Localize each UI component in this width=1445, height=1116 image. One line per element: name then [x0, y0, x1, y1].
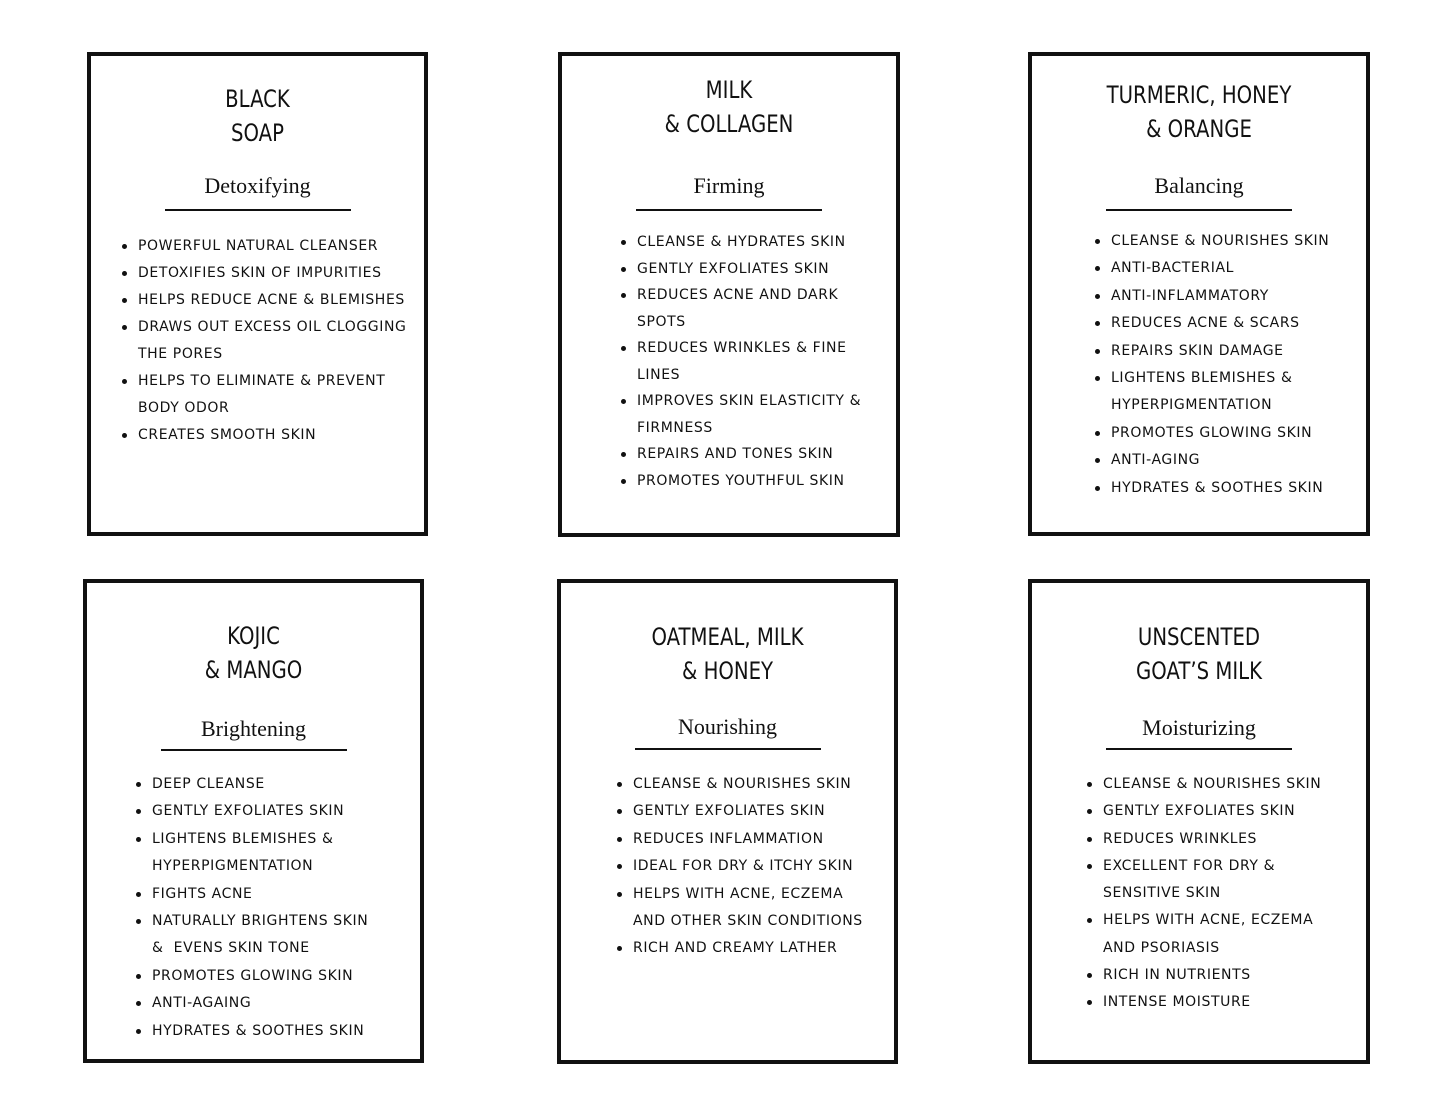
list-item: REDUCES INFLAMMATION [633, 826, 863, 853]
list-item: DETOXIFIES SKIN OF IMPURITIES [138, 260, 407, 287]
list-item: CREATES SMOOTH SKIN [138, 422, 407, 449]
list-item: HELPS TO ELIMINATE & PREVENT BODY ODOR [138, 368, 407, 422]
card-title [592, 73, 866, 141]
list-item: IDEAL FOR DRY & ITCHY SKIN [633, 853, 863, 880]
card-title-line: KOJIC [227, 622, 280, 650]
list-item: EXCELLENT FOR DRY & SENSITIVE SKIN [1103, 853, 1321, 908]
card-title-line: MILK [705, 76, 753, 104]
list-item: GENTLY EXFOLIATES SKIN [1103, 798, 1321, 825]
benefits-list [1093, 228, 1329, 502]
card-title [121, 82, 394, 150]
card-divider [161, 749, 347, 751]
card-subtitle: Detoxifying [204, 173, 311, 198]
card-title-line: & ORANGE [1146, 115, 1252, 143]
card-subtitle: Nourishing [678, 714, 777, 739]
list-item: FIGHTS ACNE [152, 881, 368, 908]
list-item: ANTI-BACTERIAL [1111, 255, 1329, 282]
benefits-list [134, 771, 368, 1045]
list-item: CLEANSE & HYDRATES SKIN [637, 229, 861, 256]
list-item: ANTI-AGING [1111, 447, 1329, 474]
card-title-line: OATMEAL, MILK [651, 623, 804, 651]
product-card-black-soap [87, 52, 428, 536]
list-item: DEEP CLEANSE [152, 771, 368, 798]
card-title-line: UNSCENTED [1137, 623, 1261, 651]
list-item: HELPS REDUCE ACNE & BLEMISHES [138, 287, 407, 314]
card-title-line: & COLLAGEN [664, 110, 794, 138]
card-divider [1106, 748, 1292, 750]
list-item: CLEANSE & NOURISHES SKIN [1103, 771, 1321, 798]
list-item: HYDRATES & SOOTHES SKIN [1111, 475, 1329, 502]
benefits-list [1085, 771, 1321, 1017]
list-item: NATURALLY BRIGHTENS SKIN & EVENS SKIN TONE [152, 908, 368, 963]
list-item: REDUCES WRINKLES & FINE LINES [637, 335, 861, 388]
list-item: RICH AND CREAMY LATHER [633, 935, 863, 962]
card-title-line: & MANGO [204, 656, 303, 684]
card-divider [635, 748, 821, 750]
list-item: REDUCES ACNE & SCARS [1111, 310, 1329, 337]
list-item: PROMOTES YOUTHFUL SKIN [637, 468, 861, 495]
card-title-line: SOAP [231, 119, 284, 147]
card-title-line: TURMERIC, HONEY [1106, 81, 1292, 109]
card-title [1062, 78, 1336, 146]
list-item: HELPS WITH ACNE, ECZEMA AND OTHER SKIN CONDITIONS [633, 881, 863, 936]
card-title-line: BLACK [225, 85, 290, 113]
card-subtitle: Moisturizing [1142, 715, 1256, 740]
product-card-milk-collagen [558, 52, 900, 537]
product-card-unscented-goats-milk [1028, 579, 1370, 1064]
card-title [117, 619, 390, 687]
list-item: REPAIRS SKIN DAMAGE [1111, 338, 1329, 365]
product-card-kojic-mango [83, 579, 424, 1063]
list-item: GENTLY EXFOLIATES SKIN [152, 798, 368, 825]
list-item: PROMOTES GLOWING SKIN [1111, 420, 1329, 447]
list-item: REDUCES ACNE AND DARK SPOTS [637, 282, 861, 335]
card-divider [165, 209, 351, 211]
card-title [591, 620, 864, 688]
list-item: CLEANSE & NOURISHES SKIN [633, 771, 863, 798]
card-title [1062, 620, 1336, 688]
list-item: DRAWS OUT EXCESS OIL CLOGGING THE PORES [138, 314, 407, 368]
card-title-line: & HONEY [681, 657, 774, 685]
card-subtitle: Firming [693, 173, 765, 198]
list-item: RICH IN NUTRIENTS [1103, 962, 1321, 989]
card-subtitle: Brightening [200, 716, 307, 741]
list-item: ANTI-AGAING [152, 990, 368, 1017]
benefits-list [615, 771, 863, 963]
list-item: ANTI-INFLAMMATORY [1111, 283, 1329, 310]
product-card-turmeric-honey-orange [1028, 52, 1370, 536]
list-item: LIGHTENS BLEMISHES & HYPERPIGMENTATION [1111, 365, 1329, 420]
list-item: POWERFUL NATURAL CLEANSER [138, 233, 407, 260]
product-card-oatmeal-milk-honey [557, 579, 898, 1064]
list-item: GENTLY EXFOLIATES SKIN [637, 256, 861, 283]
list-item: HELPS WITH ACNE, ECZEMA AND PSORIASIS [1103, 907, 1321, 962]
card-divider [1106, 209, 1292, 211]
card-divider [636, 209, 822, 211]
list-item: LIGHTENS BLEMISHES & HYPERPIGMENTATION [152, 826, 368, 881]
list-item: HYDRATES & SOOTHES SKIN [152, 1018, 368, 1045]
list-item: REDUCES WRINKLES [1103, 826, 1321, 853]
list-item: INTENSE MOISTURE [1103, 989, 1321, 1016]
list-item: PROMOTES GLOWING SKIN [152, 963, 368, 990]
list-item: CLEANSE & NOURISHES SKIN [1111, 228, 1329, 255]
benefits-list [120, 233, 407, 449]
list-item: GENTLY EXFOLIATES SKIN [633, 798, 863, 825]
benefits-list [619, 229, 861, 494]
card-subtitle: Balancing [1154, 173, 1244, 198]
card-title-line: GOAT’S MILK [1135, 657, 1262, 685]
list-item: REPAIRS AND TONES SKIN [637, 441, 861, 468]
list-item: IMPROVES SKIN ELASTICITY & FIRMNESS [637, 388, 861, 441]
